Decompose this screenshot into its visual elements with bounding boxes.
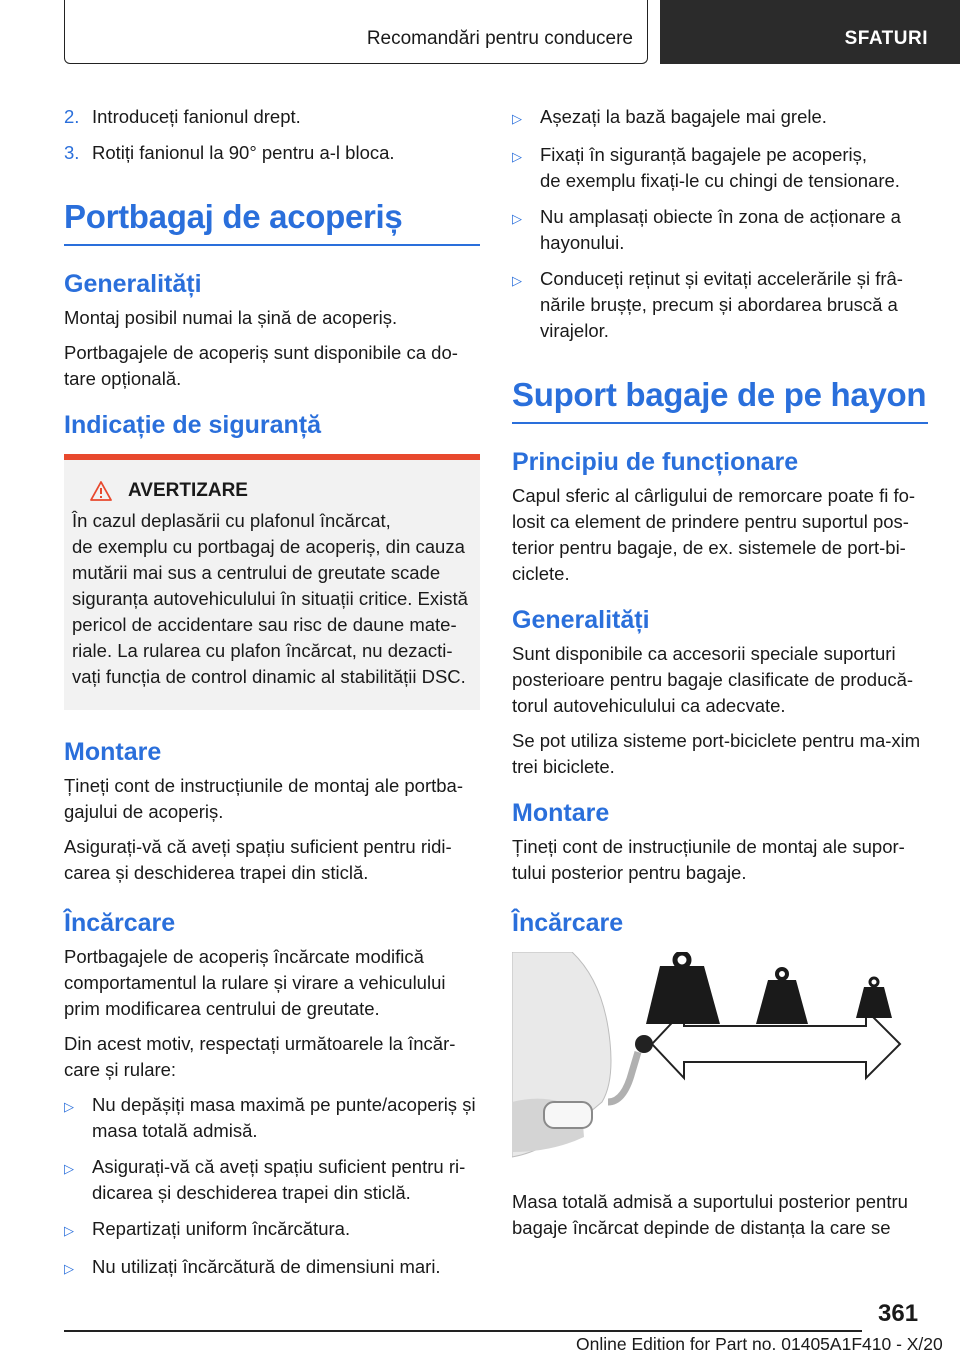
figure-caption: Masa totală admisă a suportului posterior pentru bagaje încărcat depinde de distanța la care se (512, 1190, 908, 1238)
load-distance-illustration (512, 952, 928, 1170)
general-text: Sunt disponibile ca accesorii speciale suporturi posterioare pentru bagaje clasificate de producă-torul autovehiculului ca adecvate. (512, 642, 914, 716)
load-text: Portbagajele de acoperiș încărcate modifică comportamentul la rulare și virare a vehiculului prim modificarea centrului de greutate. (64, 945, 446, 1019)
step-number: 3. (64, 142, 80, 163)
list-item: ▷ Repartizați uniform încărcătura. (64, 1216, 480, 1244)
warning-title: AVERTIZARE (128, 479, 248, 501)
footer-rule (64, 1330, 862, 1332)
general-text: Montaj posibil numai la șină de acoperiș. (64, 306, 398, 328)
warning-header (90, 480, 472, 502)
principle-text: Capul sferic al cârligului de remorcare poate fi fo-losit ca element de prindere pentru suportul pos-terior pentru bagaje, de ex. sistemele de port-bi-ciclete. (512, 484, 916, 584)
mount-text-2: Asigurați-vă că aveți spațiu suficient pentru ridi-carea și deschiderea trapei din sticlă. (64, 835, 452, 883)
subheading-mounting: Montare (64, 737, 162, 766)
step-number: 2. (64, 106, 80, 127)
subheading-principle: Principiu de funcționare (512, 447, 799, 476)
general-text-2: Se pot utiliza sisteme port-biciclete pentru ma-xim trei biciclete. (512, 729, 921, 777)
subheading-general: Generalități (64, 269, 202, 298)
subheading-safety: Indicație de siguranță (64, 410, 322, 439)
list-item: ▷ Conduceți reținut și evitați accelerările și frâ-nările brușțe, precum și abordarea bruscă a virajelor. (512, 266, 928, 344)
header-section-title: Recomandări pentru conducere (366, 28, 633, 49)
bullet-triangle-icon: ▷ (512, 273, 522, 288)
step-item (64, 140, 480, 166)
bullet-triangle-icon: ▷ (512, 211, 522, 226)
bullet-triangle-icon: ▷ (64, 1222, 74, 1238)
list-item: ▷ Așezați la bază bagajele mai grele. (512, 104, 928, 132)
footer-edition: Online Edition for Part no. 01405A1F410 - X/20 (576, 1334, 943, 1354)
right-column (512, 104, 928, 1250)
step-item (64, 104, 480, 130)
subheading-mounting: Montare (512, 798, 610, 827)
section-heading-tailgate-carrier: Suport bagaje de pe hayon (512, 376, 927, 413)
bullet-triangle-icon: ▷ (64, 1260, 74, 1276)
general-text-2: Portbagajele de acoperiș sunt disponibile ca do- tare opțională. (64, 341, 458, 389)
list-item: ▷ Nu amplasați obiecte în zona de acționare a hayonului. (512, 204, 928, 256)
step-text: Introduceți fanionul drept. (92, 106, 301, 127)
left-column (64, 104, 480, 1292)
header-tab-label: SFATURI (844, 28, 928, 49)
bullet-triangle-icon: ▷ (512, 111, 522, 126)
header-section-box (64, 0, 648, 64)
subheading-loading: Încărcare (64, 908, 176, 937)
bullet-triangle-icon: ▷ (64, 1160, 74, 1176)
list-item: ▷ Asigurați-vă că aveți spațiu suficient pentru ri-dicarea și deschiderea trapei din sticlă. (64, 1154, 480, 1206)
page-number: 361 (878, 1300, 919, 1327)
mount-text: Țineți cont de instrucțiunile de montaj ale supor-tului posterior pentru bagaje. (512, 835, 905, 883)
header-tab (660, 0, 960, 64)
bullet-triangle-icon: ▷ (512, 149, 522, 164)
step-text: Rotiți fanionul la 90° pentru a-l bloca. (92, 142, 395, 163)
bullet-triangle-icon: ▷ (64, 1098, 74, 1114)
subheading-general: Generalități (512, 605, 650, 634)
section-heading-roof-rack: Portbagaj de acoperiș (64, 198, 403, 235)
subheading-loading: Încărcare (512, 908, 624, 937)
list-item: ▷ Fixați în siguranță bagajele pe acoperiș, de exemplu fixați-le cu chingi de tensionare. (512, 142, 928, 194)
load-text-2: Din acest motiv, respectați următoarele la încăr-care și rulare: (64, 1032, 456, 1080)
mount-text: Țineți cont de instrucțiunile de montaj ale portba-gajului de acoperiș. (64, 774, 463, 822)
list-item: ▷ Nu depășiți masa maximă pe punte/acoperiș și masa totală admisă. (64, 1092, 480, 1144)
warning-triangle-icon (90, 481, 112, 501)
warning-box (64, 454, 480, 710)
warning-text: În cazul deplasării cu plafonul încărcat, de exemplu cu portbagaj de acoperiș, din cauza mutării mai sus a centrului de greutate scade siguranța autovehiculului în situații critice. Există pericol de accidentare sau risc de daune mate-riale. La rularea cu plafon încărcat, nu dezacti-vați funcția de control dinamic al stabilității DSC. (72, 509, 468, 687)
list-item: ▷ Nu utilizați încărcătură de dimensiuni mari. (64, 1254, 480, 1282)
